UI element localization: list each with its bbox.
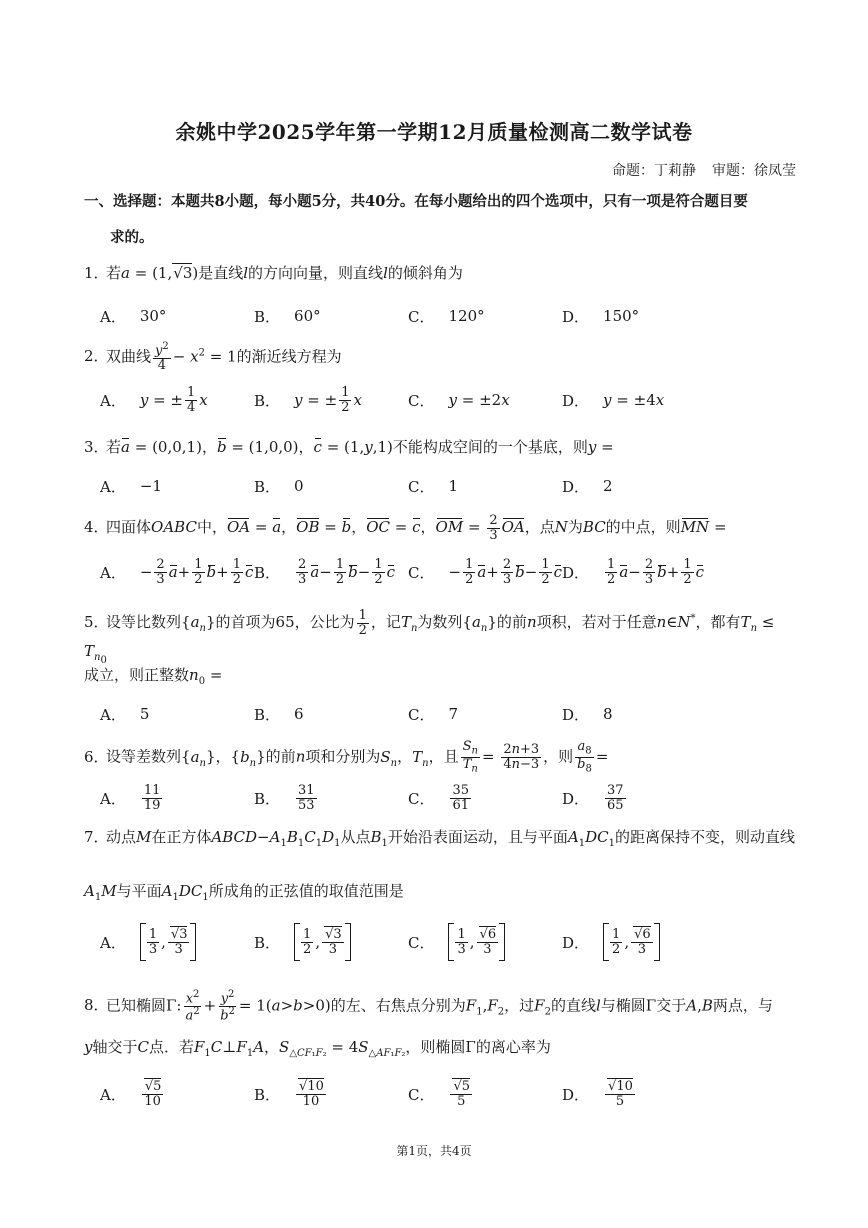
option-a[interactable]: A． − $\frac{2}{3}$ a + $\frac{1}{2}$ b + $\frac{1}{2}$ c [100,556,254,587]
option-c[interactable]: C． 1 [408,477,459,496]
option-a[interactable]: A． $\frac{11}{19}$ [100,782,161,813]
option-d[interactable]: D． $\frac{37}{65}$ [562,782,624,813]
option-b[interactable]: B． $\frac{1}{2}$ , √ $\frac{3}{3}$ [254,920,351,964]
question-1: 1．若a = (1,√ 3)是直线l的方向向量，则直线l的倾斜角为 [84,262,796,284]
reviewer: 审题：徐凤莹 [712,163,796,179]
option-c[interactable]: C． − $\frac{1}{2}$ a + $\frac{2}{3}$ b − $\frac{1}{2}$ c [408,556,563,587]
question-2: 2．双曲线 $\frac{y^2}{4}$ − $x^2 = 1$的渐近线方程为 [84,341,342,373]
option-b[interactable]: B． y = ± $\frac{1}{2}$ x [254,384,362,415]
option-c[interactable]: C． $\frac{1}{3}$ , √ $\frac{6}{3}$ [408,920,505,964]
option-a[interactable]: A． √ $\frac{5}{10}$ [100,1072,165,1116]
options-7 [100,920,800,964]
option-a[interactable]: A． 5 [100,705,150,724]
option-b[interactable]: B． √ $\frac{10}{10}$ [254,1072,328,1116]
option-d[interactable]: D． √ $\frac{10}{5}$ [562,1072,637,1116]
option-c[interactable]: C． y = ±2 x [408,391,510,410]
option-b[interactable]: B． $\frac{31}{53}$ [254,782,315,813]
options-1 [100,294,800,338]
options-8 [100,1072,800,1116]
options-3 [100,464,800,508]
option-a[interactable]: A． 30° [100,307,167,326]
option-b[interactable]: B． $\frac{2}{3}$ a − $\frac{1}{2}$ b − $\frac{1}{2}$ c [254,556,395,587]
option-d[interactable]: D． 8 [562,705,613,724]
option-d[interactable]: D． $\frac{1}{2}$ a − $\frac{2}{3}$ b + $\frac{1}{2}$ c [562,556,704,587]
option-a[interactable]: A． y = ± $\frac{1}{4}$ x [100,384,208,415]
question-4: 4．四面体OABC中，OA = a，OB = b，OC = c，OM = $\frac{2}{3}$ OA，点N为BC的中点，则MN = [84,513,727,543]
option-b[interactable]: B． 0 [254,477,304,496]
option-a[interactable]: A． $\frac{1}{3}$ , √ $\frac{3}{3}$ [100,920,196,964]
options-4 [100,550,800,594]
question-5: 5．设等比数列$\{a_n\}$的首项为65，公比为 $\frac{1}{2}$ ，记$T_n$为数列$\{a_n\}$的前n项积，若对于任意n∈N*，都有$T_n \le T_{n_0}$ [84,607,775,666]
question-8: 8．已知椭圆Γ: $\frac{x^2}{a^2}$ + $\frac{y^2}{b^2}$ = 1(a>b>0)的左、右焦点分别为$F_1,F_2$，过$F_2$的直线l与椭圆Γ交于A,B两点，与 [84,989,773,1024]
option-b[interactable]: B． 6 [254,705,304,724]
option-a[interactable]: A． −1 [100,477,162,496]
authors-line [612,160,796,180]
options-6 [100,776,800,820]
question-7: 7．动点M在正方体$ABCD-A_1B_1C_1D_1$从点$B_1$开始沿表面运动，且与平面$A_1DC_1$的距离保持不变，则动直线 [84,828,796,849]
question-6: 6．设等差数列$\{a_n\}$，$\{b_n\}$的前n项和分别为$S_n$，$T_n$，且 $\frac{S_n}{T_n}$ = $\frac{2n+3}{4n-3}$ ，则 $\frac{a_8}{b_8}$ = [84,739,609,775]
question-8-line2: y轴交于C点．若$F_1C\perp F_1A$，$S_{\triangle CF_1F_2} = 4S_{\triangle AF_1F_2}$，则椭圆Γ的离心率为 [84,1038,551,1059]
option-d[interactable]: D． y = ±4 x [562,391,665,410]
option-c[interactable]: C． 120° [408,307,485,326]
page-title: 余姚中学2025学年第一学期12月质量检测高二数学试卷 [175,120,693,144]
section-heading [84,184,796,256]
question-3: 3．若a = (0,0,1)，b = (1,0,0)，c = (1,y,1)不能构成空间的一个基底，则y = [84,438,614,456]
page-footer: 第1页，共4页 [396,1144,472,1158]
section-line2: 求的。 [110,229,154,246]
option-c[interactable]: C． 7 [408,705,459,724]
options-5 [100,692,800,736]
question-5-line2: 成立，则正整数$n_0$ = [84,666,223,687]
option-d[interactable]: D． 2 [562,477,613,496]
option-c[interactable]: C． $\frac{35}{61}$ [408,782,470,813]
question-7-line2: $A_1M$与平面$A_1DC_1$所成角的正弦值的取值范围是 [84,882,404,903]
option-d[interactable]: D． 150° [562,307,640,326]
option-d[interactable]: D． $\frac{1}{2}$ , √ $\frac{6}{3}$ [562,920,660,964]
option-c[interactable]: C． √ $\frac{5}{5}$ [408,1072,474,1116]
setter: 命题：丁莉静 [612,163,696,179]
option-b[interactable]: B． 60° [254,307,321,326]
section-line1: 一、选择题：本题共8小题，每小题5分，共40分。在每小题给出的四个选项中，只有一项是符合题目要 [84,193,748,210]
options-2 [100,378,800,422]
